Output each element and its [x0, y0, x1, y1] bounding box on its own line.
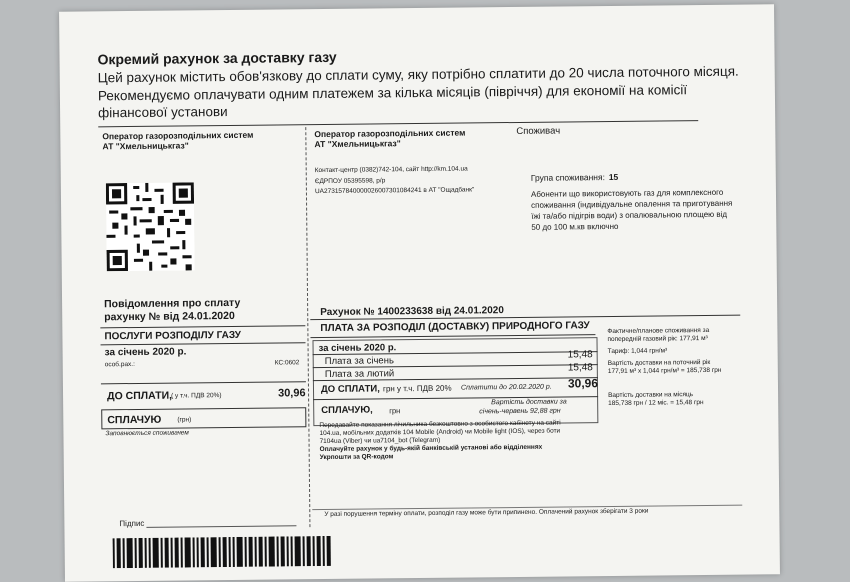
right-topay-value: 30,96 — [567, 376, 599, 391]
cut-line — [305, 127, 310, 527]
right-operator-1: Оператор газорозподільних систем — [314, 127, 466, 140]
right-pay-unit: грн — [389, 406, 401, 416]
left-service-title: ПОСЛУГИ РОЗПОДІЛУ ГАЗУ — [104, 329, 242, 343]
left-pay-label: СПЛАЧУЮ — [107, 413, 162, 427]
left-topay-label: ДО СПЛАТИ, — [107, 389, 173, 403]
bill-sheet — [59, 4, 780, 581]
left-operator-1: Оператор газорозподільних систем — [102, 129, 254, 142]
consumption-line-1: Фактичне/планове споживання за — [607, 326, 710, 336]
group-value: 15 — [608, 171, 619, 183]
info-line-4: Оплачуйте рахунок у будь-якій банківській установі або відділеннях — [319, 443, 543, 454]
bill-intro-line-3: фінансової установи — [98, 103, 228, 121]
consumption-line-2: попередній газовий рік: 177,91 м³ — [607, 334, 708, 344]
left-topay-value: 30,96 — [277, 387, 306, 400]
subscribers-line-3: їжі та/або підігрів води) з опалювальною площею від — [531, 209, 728, 221]
bill-intro-line-1: Цей рахунок містить обов'язкову до сплати суму, яку потрібно сплатити до 20 числа поточного місяця. — [97, 63, 739, 86]
left-notice-1: Повідомлення про сплату — [104, 296, 241, 311]
cost-line-1: Вартість доставки за — [491, 398, 567, 407]
tariff: Тариф: 1,044 грн/м³ — [607, 347, 668, 356]
row1-value: 15,48 — [567, 349, 593, 361]
info-line-1: Передавайте показання лічильника безкоштовно з особистого кабінету на сайті — [319, 419, 561, 430]
iban: UA273157840000026007301084241 в АТ "Ощадбанк" — [314, 186, 475, 196]
left-pay-unit: (грн) — [177, 416, 192, 424]
right-topay-due: Сплатити до 20.02.2020 р. — [460, 383, 552, 392]
bill-intro-line-2: Рекомендуємо оплачувати одним платежем за кілька місяців (півріччя) для економії на комісії — [97, 82, 688, 104]
cost-line-2: січень-червень 92,88 грн — [479, 407, 561, 416]
right-period: за січень 2020 р. — [318, 342, 397, 355]
footer-note: У разі порушення терміну оплати, розподіл газу може бути припинено. Оплачений рахунок зберігати 3 роки — [324, 507, 649, 519]
subscribers-line-2: споживання (індивідуальне опалення та приготування — [531, 198, 733, 210]
left-filled-note: Заповнюється споживачем — [105, 429, 189, 438]
left-notice-2: рахунку № від 24.01.2020 — [104, 309, 235, 324]
signature-line[interactable] — [146, 525, 296, 528]
left-kc: КС:0602 — [274, 359, 300, 367]
left-period: за січень 2020 р. — [104, 346, 187, 359]
subscribers-line-4: 50 до 100 м.кв включно — [531, 221, 619, 232]
barcode — [113, 536, 333, 568]
info-line-3: 7104ua (Viber) чи ua7104_bot (Telegram) — [319, 436, 441, 446]
row1-label: Плата за січень — [324, 355, 394, 367]
row2-label: Плата за лютий — [324, 368, 395, 380]
consumer-label: Споживач — [516, 125, 561, 137]
subscribers-line-1: Абоненти що використовують газ для комплексного — [530, 187, 724, 199]
edrpou: ЄДРПОУ 05395598, р/р — [314, 177, 386, 186]
signature-label: Підпис — [119, 518, 145, 529]
info-line-2: 104.ua, мобільних додатків 104 Mobile (Android) чи Mobile light (IOS), через боти — [319, 427, 561, 438]
delivery-year-line-2: 177,91 м³ х 1,044 грн/м³ = 185,738 грн — [607, 366, 722, 376]
bill-title: Окремий рахунок за доставку газу — [97, 48, 337, 68]
right-topay-label: ДО СПЛАТИ, — [320, 383, 380, 396]
right-service-title: ПЛАТА ЗА РОЗПОДІЛ (ДОСТАВКУ) ПРИРОДНОГО ГАЗУ — [320, 320, 590, 335]
delivery-month-line-2: 185,738 грн / 12 міс. = 15,48 грн — [608, 399, 704, 408]
qr-code — [106, 182, 195, 271]
header-divider — [98, 120, 698, 127]
left-rule-1 — [100, 325, 305, 328]
group-label: Група споживання: — [530, 172, 605, 183]
left-operator-2: АТ "Хмельницькгаз" — [102, 140, 189, 152]
delivery-month-line-1: Вартість доставки на місяць — [608, 391, 694, 400]
right-operator-2: АТ "Хмельницькгаз" — [314, 138, 401, 150]
contact-center: Контакт-центр (0382)742-104, сайт http://km.104.ua — [314, 165, 468, 175]
invoice-number: Рахунок № 1400233638 від 24.01.2020 — [320, 305, 504, 319]
left-topay-vat: ( у т.ч. ПДВ 20%) — [171, 392, 222, 400]
left-rule-3 — [101, 381, 306, 384]
right-topay-vat: грн у т.ч. ПДВ 20% — [382, 383, 452, 394]
row2-value: 15,48 — [567, 362, 593, 374]
info-line-5: Укрпошти за QR-кодом — [319, 453, 394, 462]
right-pay-label: СПЛАЧУЮ, — [321, 404, 373, 417]
left-account-label: особ.рах.: — [104, 360, 135, 369]
left-rule-2 — [101, 342, 306, 345]
delivery-year-line-1: Вартість доставки на поточний рік — [607, 358, 711, 368]
